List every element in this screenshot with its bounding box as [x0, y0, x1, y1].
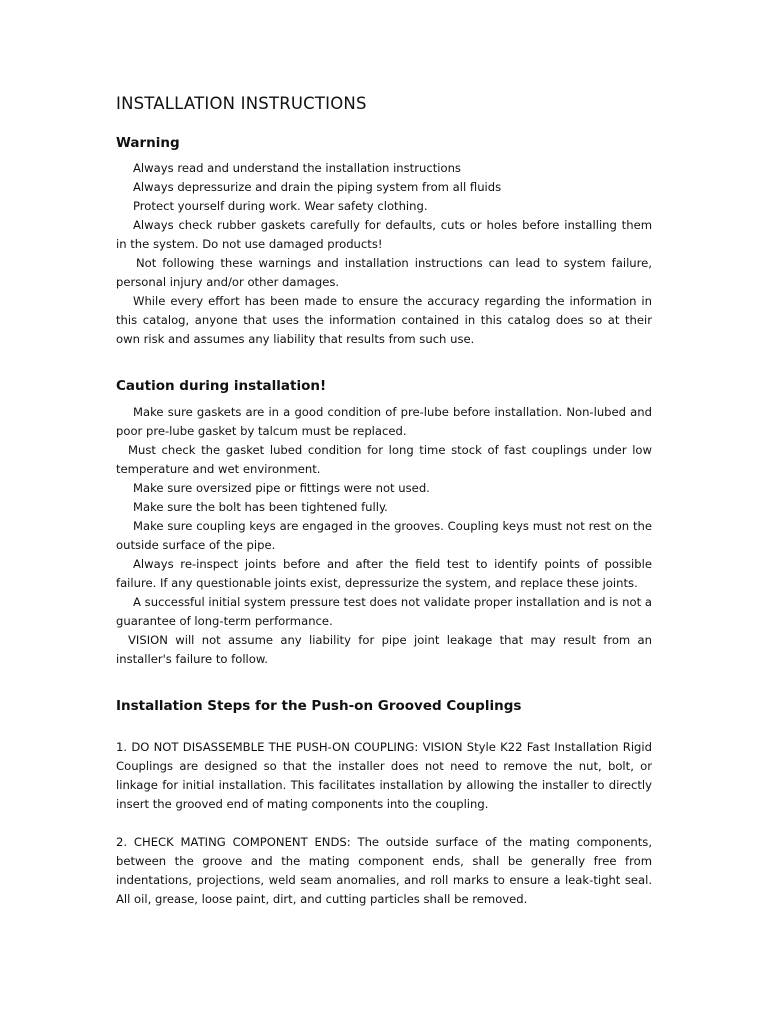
warning-item: Always depressurize and drain the piping system from all fluids: [133, 180, 502, 194]
step-item: 1. DO NOT DISASSEMBLE THE PUSH-ON COUPLING: VISION Style K22 Fast Installation Rigid Couplings are designed so that the installer does not need to remove the nut, bolt, or linkage for initial installation. This facilitates installation by allowing the installer to directly insert the grooved end of mating components into the coupling.: [116, 740, 652, 811]
caution-item: Always re-inspect joints before and after the field test to identify points of possible failure. If any questionable joints exist, depressurize the system, and replace these joints.: [116, 557, 652, 590]
warning-item: Protect yourself during work. Wear safety clothing.: [133, 199, 428, 213]
page-title: INSTALLATION INSTRUCTIONS: [116, 94, 367, 113]
steps-heading: Installation Steps for the Push-on Grooved Couplings: [116, 698, 522, 714]
document-page: [116, 92, 652, 909]
warning-item: While every effort has been made to ensure the accuracy regarding the information in this catalog, anyone that uses the information contained in this catalog does so at their own risk and assumes any liability that results from such use.: [116, 294, 652, 346]
caution-item: Make sure gaskets are in a good condition of pre-lube before installation. Non-lubed and poor pre-lube gasket by talcum must be replaced.: [116, 405, 652, 438]
warning-item: Always check rubber gaskets carefully for defaults, cuts or holes before installing them in the system. Do not use damaged products!: [116, 218, 652, 251]
caution-heading: Caution during installation!: [116, 378, 327, 394]
caution-item: A successful initial system pressure test does not validate proper installation and is not a guarantee of long-term performance.: [116, 595, 652, 628]
warning-item: Always read and understand the installation instructions: [133, 161, 461, 175]
step-item: 2. CHECK MATING COMPONENT ENDS: The outside surface of the mating components, between the groove and the mating component ends, shall be generally free from indentations, projections, weld seam anomalies, and roll marks to ensure a leak-tight seal. All oil, grease, loose paint, dirt, and cutting particles shall be removed.: [116, 835, 652, 906]
caution-item: VISION will not assume any liability for pipe joint leakage that may result from an installer's failure to follow.: [116, 633, 652, 666]
warning-heading: Warning: [116, 135, 180, 151]
caution-item: Make sure oversized pipe or fittings were not used.: [133, 481, 430, 495]
caution-item: Must check the gasket lubed condition for long time stock of fast couplings under low temperature and wet environment.: [116, 443, 652, 476]
warning-item: Not following these warnings and installation instructions can lead to system failure, personal injury and/or other damages.: [116, 256, 652, 289]
caution-item: Make sure the bolt has been tightened fully.: [133, 500, 388, 514]
caution-item: Make sure coupling keys are engaged in the grooves. Coupling keys must not rest on the outside surface of the pipe.: [116, 519, 652, 552]
